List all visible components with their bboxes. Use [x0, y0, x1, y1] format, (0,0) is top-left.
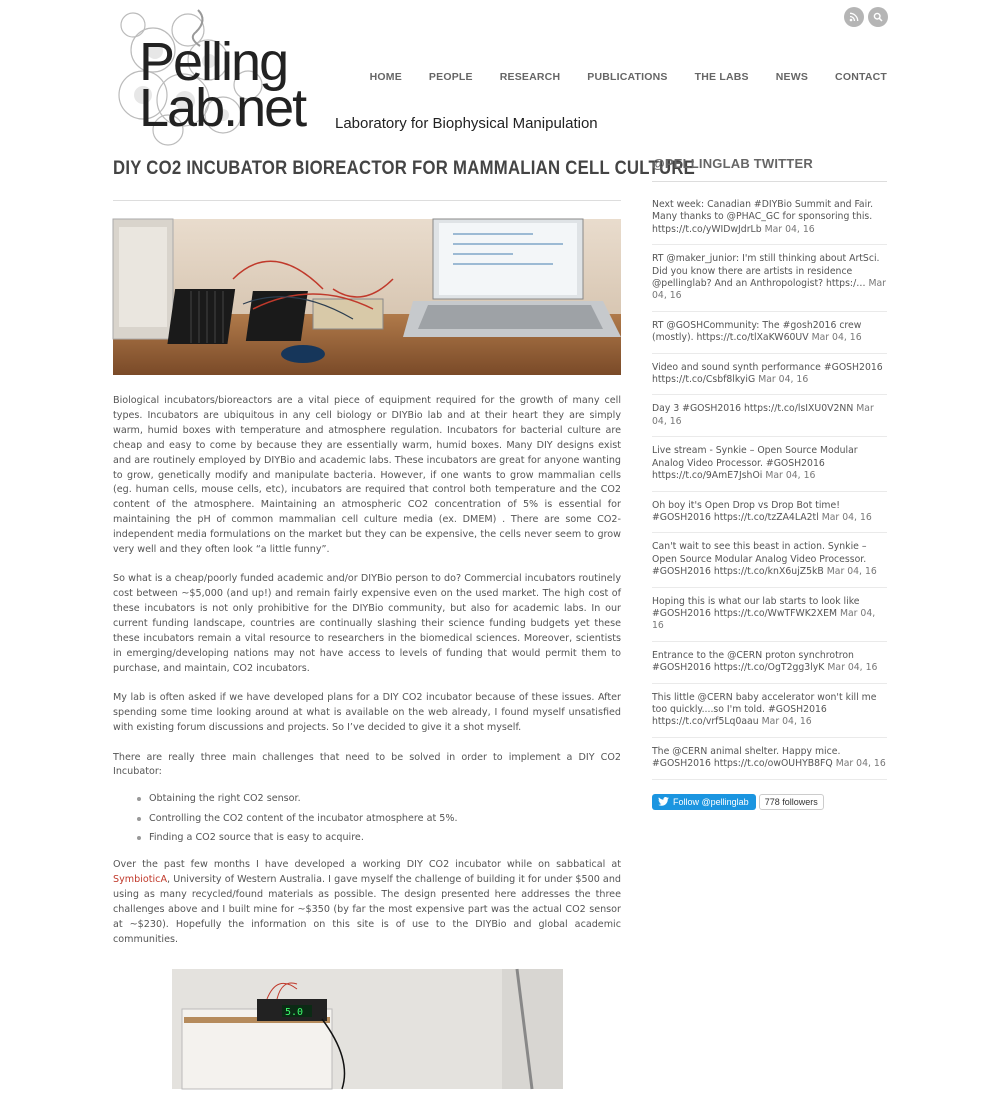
- paragraph-4: There are really three main challenges that need to be solved in order to implement a DIY CO2 Incubator:: [113, 751, 621, 778]
- post-title[interactable]: DIY CO2 INCUBATOR BIOREACTOR FOR MAMMALIAN CELL CULTURE: [113, 158, 696, 179]
- title-divider: [113, 200, 621, 201]
- challenges-list: [149, 792, 621, 846]
- sidebar-divider: [652, 181, 887, 182]
- incubator-photo: [172, 969, 563, 1089]
- tweet-item[interactable]: RT @GOSHCommunity: The #gosh2016 crew (mostly). https://t.co/tlXaKW60UV Mar 04, 16: [652, 312, 887, 354]
- follower-count-badge: 778 followers: [759, 794, 824, 810]
- tweet-item[interactable]: RT @maker_junior: I'm still thinking about ArtSci. Did you know there are artists in residence @pellinglab? And an Anthropologist? https:/… Mar 04, 16: [652, 245, 887, 312]
- tweet-item[interactable]: Can't wait to see this beast in action. Synkie – Open Source Modular Analog Video Processor. #GOSH2016 https://t.co/knX6ujZ5kB Mar 04, 16: [652, 533, 887, 587]
- twitter-bird-icon: [658, 797, 669, 806]
- sidebar-title: @PELLINGLAB TWITTER: [652, 156, 813, 171]
- site-tagline: Laboratory for Biophysical Manipulation: [335, 115, 598, 132]
- nav-people[interactable]: PEOPLE: [428, 71, 473, 83]
- follow-label: Follow @pellinglab: [673, 796, 749, 807]
- paragraph-2: So what is a cheap/poorly funded academic and/or DIYBio person to do? Commercial incubators routinely cost between ~$5,000 (and up!) and remain fairly expensive even on the used market. The high cost of these incubators is not only prohibitive for the DIYBio community, but also for academic labs. In our current funding landscape, countries are continually slashing their science funding budgets yet these these incubators remain a vital resource to researchers in the biomedical sciences. Moreover, scientists in emerging/developing nations may not have access to levels of funding that would permit them to purchase, and maintain, CO2 incubators.: [113, 573, 621, 674]
- tweet-item[interactable]: Day 3 #GOSH2016 https://t.co/lsIXU0V2NN Mar 04, 16: [652, 395, 887, 437]
- header-icon-group: [844, 7, 888, 27]
- tweet-item[interactable]: Entrance to the @CERN proton synchrotron #GOSH2016 https://t.co/OgT2gg3lyK Mar 04, 16: [652, 642, 887, 684]
- tweet-list: [652, 191, 887, 780]
- rss-icon[interactable]: [844, 7, 864, 27]
- nav-contact[interactable]: CONTACT: [835, 71, 887, 83]
- tweet-item[interactable]: Next week: Canadian #DIYBio Summit and Fair. Many thanks to @PHAC_GC for sponsoring this. https://t.co/yWIDwJdrLb Mar 04, 16: [652, 191, 887, 245]
- paragraph-1: Biological incubators/bioreactors are a vital piece of equipment required for the growth of many cell types. Incubators are ubiquitous in any cell biology or DIYBio lab and at their heart they are simply warm, humid boxes with temperature and atmosphere regulation. Incubators for bacterial culture are cheap and easy to come by because they are essentially warm, humid boxes. Many DIY designs exist and are routinely employed by DIYBio and academic labs. These incubators are great for anyone wanting to grow, genetically modify and manipulate bacteria. However, if one wants to grow mammalian cells (eg. human cells, mouse cells, etc), incubators are required that control both temperature and the CO2 content of the atmosphere. Maintaining an atmospheric CO2 concentration of 5% is essential for maintaining the pH of common mammalian cell culture media (ex. DMEM) . There are some CO2-independent media formulations on the market but they can be expensive, the cells never seem to grow very well and they often look “a little funny”.: [113, 395, 621, 556]
- tweet-item[interactable]: Live stream - Synkie – Open Source Modular Analog Video Processor. #GOSH2016 https://t.co/9AmE7JshOi Mar 04, 16: [652, 437, 887, 491]
- co2-sensor-readout: 5.0: [285, 1006, 304, 1018]
- logo-wordmark: Pelling Lab.net: [139, 32, 306, 138]
- nav-news[interactable]: NEWS: [775, 71, 809, 83]
- main-navigation: [343, 71, 887, 83]
- post-body: [113, 394, 621, 948]
- search-icon[interactable]: [868, 7, 888, 27]
- article: [113, 156, 696, 1089]
- paragraph-5: Over the past few months I have developed a working DIY CO2 incubator while on sabbatical at SymbioticA, University of Western Australia. I gave myself the challenge of building it for under $500 and using as many recycled/found materials as possible. The design presented here addresses the three challenges above and I built mine for ~$350 (by far the most expensive part was the actual CO2 sensor at ~$230). Hopefully the information on this site is of use to the DIYBio and global academic communities.: [113, 859, 621, 945]
- tweet-item[interactable]: The @CERN animal shelter. Happy mice. #GOSH2016 https://t.co/owOUHYB8FQ Mar 04, 16: [652, 738, 887, 780]
- nav-research[interactable]: RESEARCH: [499, 71, 561, 83]
- symbiotica-link[interactable]: SymbioticA: [113, 873, 168, 885]
- nav-publications[interactable]: PUBLICATIONS: [587, 71, 668, 83]
- follow-button[interactable]: [652, 794, 756, 810]
- list-item: Obtaining the right CO2 sensor.: [149, 792, 621, 807]
- hero-image-incubator-electronics: [113, 219, 621, 375]
- tweet-item[interactable]: This little @CERN baby accelerator won't kill me too quickly....so I'm told. #GOSH2016 https://t.co/vrf5Lq0aau Mar 04, 16: [652, 684, 887, 738]
- follow-widget: [652, 794, 887, 810]
- list-item: Finding a CO2 source that is easy to acquire.: [149, 831, 621, 846]
- nav-home[interactable]: HOME: [369, 71, 402, 83]
- tweet-item[interactable]: Oh boy it's Open Drop vs Drop Bot time! #GOSH2016 https://t.co/tzZA4LA2tl Mar 04, 16: [652, 492, 887, 534]
- list-item: Controlling the CO2 content of the incubator atmosphere at 5%.: [149, 812, 621, 827]
- nav-the-labs[interactable]: THE LABS: [694, 71, 749, 83]
- twitter-sidebar: [652, 156, 887, 810]
- paragraph-3: My lab is often asked if we have developed plans for a DIY CO2 incubator because of these issues. After spending some time looking around at what is available on the web already, I found myself unsatisfied with existing forum discussions and projects. So I’ve decided to give it a shot myself.: [113, 692, 621, 734]
- tweet-item[interactable]: Video and sound synth performance #GOSH2016 https://t.co/Csbf8lkyiG Mar 04, 16: [652, 354, 887, 396]
- tweet-item[interactable]: Hoping this is what our lab starts to look like #GOSH2016 https://t.co/WwTFWK2XEM Mar 04, 16: [652, 588, 887, 642]
